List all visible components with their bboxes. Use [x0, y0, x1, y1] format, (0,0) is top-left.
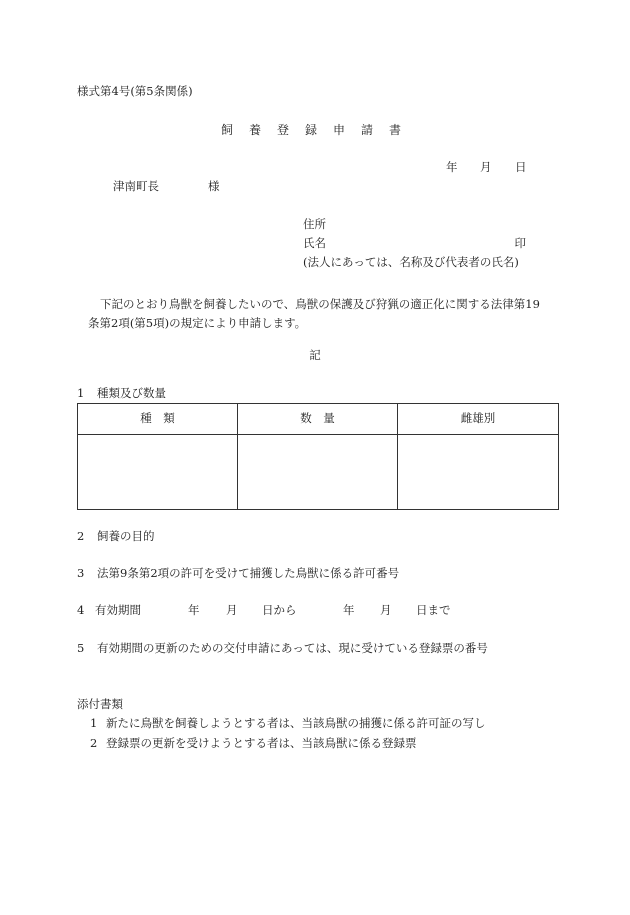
applicant-address-label: 住所: [303, 217, 326, 231]
addressee-honorific: 様: [208, 179, 220, 193]
body-line-2: 条第2項(第5項)の規定により申請します。: [88, 316, 307, 330]
applicant-block: [303, 219, 528, 276]
quantity-cell[interactable]: [238, 435, 398, 510]
table-row: [78, 435, 559, 510]
attachment-item-2: [90, 738, 417, 750]
form-number: 様式第4号(第5条関係): [77, 84, 193, 98]
seal-mark: 印: [514, 236, 526, 250]
item-1-number: 1: [77, 386, 85, 400]
item-4-number: 4: [77, 603, 85, 617]
header-quantity: 数 量: [238, 404, 398, 435]
to-year-label: 年: [343, 603, 355, 617]
item-3-number: 3: [77, 566, 85, 580]
applicant-corporate-note-line: [303, 257, 528, 276]
date-year-label: 年: [446, 160, 458, 174]
item-1: [77, 388, 166, 400]
attachment-1-text: 新たに鳥獣を飼養しようとする者は、当該鳥獣の捕獲に係る許可証の写し: [106, 716, 486, 730]
sex-cell[interactable]: [398, 435, 559, 510]
item-4: [77, 605, 477, 619]
attachment-2-number: 2: [90, 736, 98, 750]
item-5-label: 有効期間の更新のための交付申請にあっては、現に受けている登録票の番号: [97, 641, 488, 655]
item-5: [77, 643, 488, 655]
to-month-label: 月: [380, 603, 392, 617]
attachment-2-text: 登録票の更新を受けようとする者は、当該鳥獣に係る登録票: [106, 736, 417, 750]
species-cell[interactable]: [78, 435, 238, 510]
addressee: [113, 179, 220, 193]
header-species: 種 類: [78, 404, 238, 435]
applicant-address-line: [303, 219, 528, 238]
item-1-label: 種類及び数量: [97, 386, 166, 400]
applicant-name-label: 氏名: [303, 236, 326, 250]
addressee-name: 津南町長: [113, 179, 159, 193]
ki-heading: 記: [309, 348, 321, 362]
item-2: [77, 531, 155, 543]
item-4-label: 有効期間: [95, 603, 141, 617]
item-3-label: 法第9条第2項の許可を受けて捕獲した鳥獣に係る許可番号: [97, 566, 400, 580]
application-body: [78, 295, 558, 333]
item-2-number: 2: [77, 529, 85, 543]
item-5-number: 5: [77, 641, 85, 655]
item-3: [77, 568, 399, 580]
species-quantity-table: [77, 403, 559, 510]
attachments-title: 添付書類: [77, 697, 123, 711]
from-year-label: 年: [188, 603, 200, 617]
document-title: 飼養登録申請書: [220, 123, 417, 137]
from-month-label: 月: [226, 603, 238, 617]
from-day-label: 日から: [262, 603, 297, 617]
applicant-corporate-note: (法人にあっては、名称及び代表者の氏名): [303, 255, 519, 269]
item-2-label: 飼養の目的: [97, 529, 155, 543]
date-day-label: 日: [515, 160, 527, 174]
attachment-1-number: 1: [90, 716, 98, 730]
table-header-row: [78, 404, 559, 435]
to-day-label: 日まで: [416, 603, 451, 617]
date-month-label: 月: [480, 160, 492, 174]
body-line-1: 下記のとおり鳥獣を飼養したいので、鳥獣の保護及び狩猟の適正化に関する法律第19: [100, 297, 540, 311]
attachment-item-1: [90, 718, 486, 730]
header-sex: 雌雄別: [398, 404, 559, 435]
